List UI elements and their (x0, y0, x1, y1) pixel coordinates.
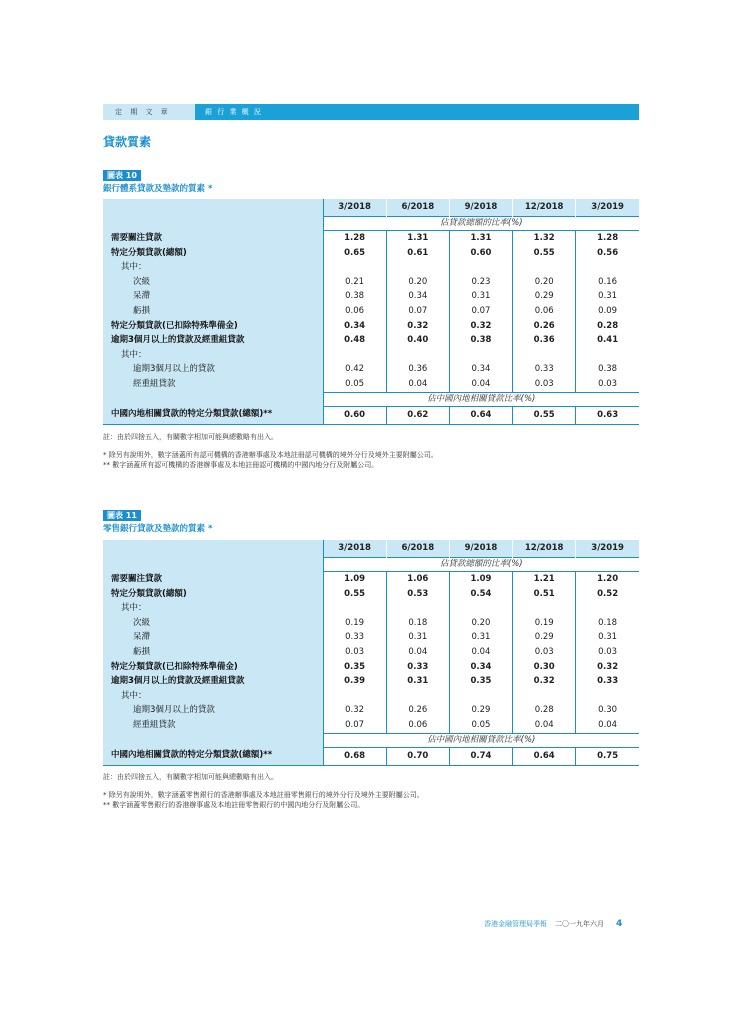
cell-value: 0.31 (449, 630, 512, 645)
unit-row (103, 558, 639, 572)
unit-spacer (103, 558, 323, 572)
cell-value: 0.31 (576, 630, 639, 645)
table-row (103, 362, 639, 377)
cell-value (386, 348, 449, 363)
row-label: 次級 (103, 275, 323, 290)
cell-value: 0.64 (513, 747, 576, 765)
table-row (103, 304, 639, 319)
cell-value: 0.16 (576, 275, 639, 290)
column-header: 6/2018 (386, 199, 449, 217)
table-row (103, 319, 639, 334)
cell-value: 1.09 (449, 572, 512, 587)
cell-value: 0.18 (386, 616, 449, 631)
footer-date: 二〇一九年六月 (555, 920, 604, 928)
cell-value: 0.29 (449, 703, 512, 718)
cell-value (449, 689, 512, 704)
cell-value: 1.28 (323, 231, 386, 246)
table-row (103, 703, 639, 718)
cell-value (576, 601, 639, 616)
cell-value: 0.03 (513, 645, 576, 660)
corner-cell (103, 540, 323, 558)
cell-value: 0.06 (513, 304, 576, 319)
cell-value: 1.20 (576, 572, 639, 587)
cell-value: 0.42 (323, 362, 386, 377)
cell-value: 0.41 (576, 333, 639, 348)
row-label: 次級 (103, 616, 323, 631)
cell-value: 0.63 (576, 406, 639, 424)
cell-value: 0.33 (323, 630, 386, 645)
cell-value: 0.31 (386, 674, 449, 689)
page-number: 4 (616, 919, 623, 929)
cell-value: 0.36 (386, 362, 449, 377)
table11-body (103, 540, 639, 765)
cell-value: 0.55 (513, 246, 576, 261)
cell-value: 0.74 (449, 747, 512, 765)
row-label: 經重組貸款 (103, 377, 323, 392)
cell-value: 0.55 (323, 587, 386, 602)
row-label: 呆滯 (103, 630, 323, 645)
cell-value: 0.32 (386, 319, 449, 334)
cell-value: 0.38 (449, 333, 512, 348)
cell-value: 0.34 (449, 362, 512, 377)
cell-value: 0.04 (513, 718, 576, 733)
cell-value: 0.19 (323, 616, 386, 631)
table-row (103, 260, 639, 275)
cell-value (513, 348, 576, 363)
table-row (103, 289, 639, 304)
column-header: 12/2018 (513, 540, 576, 558)
cell-value: 0.31 (576, 289, 639, 304)
cell-value: 0.21 (323, 275, 386, 290)
section-title: 貸款質素 (103, 135, 152, 149)
cell-value (386, 260, 449, 275)
cell-value (576, 689, 639, 704)
page-footer (484, 919, 622, 929)
unit-spacer (103, 392, 323, 406)
cell-value: 0.23 (449, 275, 512, 290)
cell-value: 0.35 (449, 674, 512, 689)
row-label: 經重組貸款 (103, 718, 323, 733)
cell-value: 0.19 (513, 616, 576, 631)
table-row (103, 406, 639, 424)
cell-value: 0.31 (449, 289, 512, 304)
column-header: 3/2018 (323, 540, 386, 558)
cell-value: 1.31 (449, 231, 512, 246)
cell-value: 0.07 (449, 304, 512, 319)
table-row (103, 275, 639, 290)
cell-value: 0.30 (513, 660, 576, 675)
table-row (103, 630, 639, 645)
cell-value: 0.26 (513, 319, 576, 334)
cell-value: 0.56 (576, 246, 639, 261)
table-row (103, 231, 639, 246)
header-category: 定 期 文 章 (103, 104, 195, 120)
cell-value (386, 689, 449, 704)
cell-value: 0.20 (513, 275, 576, 290)
row-label: 呆滯 (103, 289, 323, 304)
cell-value (449, 348, 512, 363)
row-label: 其中： (103, 601, 323, 616)
cell-value: 0.68 (323, 747, 386, 765)
cell-value: 0.07 (386, 304, 449, 319)
unit-label: 佔貸款總額的比率(%) (323, 217, 639, 231)
cell-value (323, 601, 386, 616)
row-label: 逾期3個月以上的貸款及經重組貸款 (103, 674, 323, 689)
cell-value: 0.64 (449, 406, 512, 424)
cell-value: 0.05 (323, 377, 386, 392)
cell-value: 0.53 (386, 587, 449, 602)
column-header: 9/2018 (449, 540, 512, 558)
cell-value: 0.65 (323, 246, 386, 261)
table-row (103, 660, 639, 675)
table11-title: 零售銀行貸款及墊款的質素 * (103, 524, 213, 534)
cell-value (449, 601, 512, 616)
row-label: 需要關注貸款 (103, 572, 323, 587)
cell-value: 0.29 (513, 630, 576, 645)
cell-value: 0.51 (513, 587, 576, 602)
cell-value (513, 601, 576, 616)
table-row (103, 718, 639, 733)
cell-value: 0.06 (323, 304, 386, 319)
column-header: 3/2019 (576, 199, 639, 217)
row-label: 特定分類貸款(總額) (103, 587, 323, 602)
unit-label-mainland: 佔中國內地相關貸款比率(%) (323, 392, 639, 406)
cell-value: 0.26 (386, 703, 449, 718)
cell-value (323, 689, 386, 704)
cell-value (576, 348, 639, 363)
table-row (103, 333, 639, 348)
cell-value: 0.28 (513, 703, 576, 718)
cell-value: 0.32 (323, 703, 386, 718)
table-row (103, 747, 639, 765)
unit-label: 佔貸款總額的比率(%) (323, 558, 639, 572)
cell-value: 0.30 (576, 703, 639, 718)
table-row (103, 601, 639, 616)
table-row (103, 689, 639, 704)
cell-value: 0.03 (323, 645, 386, 660)
cell-value: 0.33 (576, 674, 639, 689)
unit-label-mainland: 佔中國內地相關貸款比率(%) (323, 733, 639, 747)
cell-value (513, 689, 576, 704)
row-label: 虧損 (103, 645, 323, 660)
cell-value: 0.75 (576, 747, 639, 765)
column-header: 9/2018 (449, 199, 512, 217)
cell-value: 1.32 (513, 231, 576, 246)
row-label: 中國內地相關貸款的特定分類貸款(總額)** (103, 747, 323, 765)
table10-label: 圖表 10 (103, 170, 141, 181)
cell-value: 0.36 (513, 333, 576, 348)
table10-footnote-1: * 除另有說明外，數字涵蓋所有認可機構的香港辦事處及本地註冊認可機構的境外分行及境外主要附屬公司。 (103, 451, 438, 459)
cell-value: 0.04 (386, 377, 449, 392)
cell-value: 0.48 (323, 333, 386, 348)
cell-value: 0.05 (449, 718, 512, 733)
cell-value: 0.34 (449, 660, 512, 675)
header-row (103, 540, 639, 558)
cell-value: 0.31 (386, 630, 449, 645)
table10-title: 銀行體系貸款及墊款的質素 * (103, 184, 213, 194)
row-label: 逾期3個月以上的貸款 (103, 362, 323, 377)
row-label: 其中： (103, 260, 323, 275)
cell-value: 1.21 (513, 572, 576, 587)
cell-value: 0.34 (386, 289, 449, 304)
row-label: 逾期3個月以上的貸款 (103, 703, 323, 718)
table11-notes (103, 772, 424, 810)
cell-value: 1.09 (323, 572, 386, 587)
unit-row-mainland (103, 392, 639, 406)
table-row (103, 674, 639, 689)
cell-value: 0.18 (576, 616, 639, 631)
cell-value (513, 260, 576, 275)
table11-footnote-2: ** 數字涵蓋零售銀行的香港辦事處及本地註冊零售銀行的中國內地分行及附屬公司。 (103, 801, 365, 809)
table11-footnote-1: * 除另有說明外，數字涵蓋零售銀行的香港辦事處及本地註冊零售銀行的境外分行及境外主要附屬公司。 (103, 791, 424, 799)
table11 (103, 540, 639, 766)
cell-value: 0.33 (386, 660, 449, 675)
cell-value: 0.29 (513, 289, 576, 304)
table-row (103, 616, 639, 631)
cell-value: 0.03 (513, 377, 576, 392)
cell-value: 0.04 (449, 645, 512, 660)
section-header-bar (103, 104, 639, 120)
cell-value: 0.62 (386, 406, 449, 424)
column-header: 3/2019 (576, 540, 639, 558)
row-label: 特定分類貸款(已扣除特殊準備金) (103, 319, 323, 334)
cell-value: 0.38 (576, 362, 639, 377)
cell-value: 0.38 (323, 289, 386, 304)
table-row (103, 572, 639, 587)
cell-value: 0.54 (449, 587, 512, 602)
cell-value: 0.03 (576, 645, 639, 660)
cell-value: 0.20 (386, 275, 449, 290)
table10-notes (103, 432, 438, 470)
cell-value: 1.31 (386, 231, 449, 246)
cell-value (323, 348, 386, 363)
cell-value: 0.35 (323, 660, 386, 675)
column-header: 12/2018 (513, 199, 576, 217)
cell-value: 1.06 (386, 572, 449, 587)
cell-value: 0.28 (576, 319, 639, 334)
cell-value (449, 260, 512, 275)
table10-body (103, 199, 639, 424)
table-row (103, 645, 639, 660)
table10 (103, 199, 639, 425)
cell-value: 0.61 (386, 246, 449, 261)
cell-value: 0.07 (323, 718, 386, 733)
cell-value: 0.09 (576, 304, 639, 319)
cell-value: 0.60 (323, 406, 386, 424)
row-label: 虧損 (103, 304, 323, 319)
cell-value: 0.39 (323, 674, 386, 689)
cell-value: 0.60 (449, 246, 512, 261)
table-row (103, 587, 639, 602)
cell-value: 0.32 (449, 319, 512, 334)
cell-value: 0.52 (576, 587, 639, 602)
row-label: 特定分類貸款(總額) (103, 246, 323, 261)
table10-footnote-2: ** 數字涵蓋所有認可機構的香港辦事處及本地註冊認可機構的中國內地分行及附屬公司。 (103, 461, 379, 469)
cell-value: 0.03 (576, 377, 639, 392)
cell-value (323, 260, 386, 275)
table-row (103, 377, 639, 392)
cell-value: 0.20 (449, 616, 512, 631)
column-header: 3/2018 (323, 199, 386, 217)
unit-row-mainland (103, 733, 639, 747)
cell-value: 0.55 (513, 406, 576, 424)
cell-value: 0.33 (513, 362, 576, 377)
cell-value: 1.28 (576, 231, 639, 246)
cell-value: 0.06 (386, 718, 449, 733)
row-label: 需要關注貸款 (103, 231, 323, 246)
cell-value: 0.04 (386, 645, 449, 660)
cell-value (386, 601, 449, 616)
row-label: 中國內地相關貸款的特定分類貸款(總額)** (103, 406, 323, 424)
header-subcategory: 銀 行 業 概 況 (195, 104, 639, 120)
cell-value: 0.32 (576, 660, 639, 675)
unit-row (103, 217, 639, 231)
row-label: 特定分類貸款(已扣除特殊準備金) (103, 660, 323, 675)
corner-cell (103, 199, 323, 217)
footer-publication: 香港金融管理局季報 (484, 920, 547, 928)
table-row (103, 246, 639, 261)
row-label: 其中： (103, 689, 323, 704)
cell-value: 0.04 (576, 718, 639, 733)
table-row (103, 348, 639, 363)
cell-value (576, 260, 639, 275)
cell-value: 0.40 (386, 333, 449, 348)
cell-value: 0.32 (513, 674, 576, 689)
row-label: 逾期3個月以上的貸款及經重組貸款 (103, 333, 323, 348)
unit-spacer (103, 217, 323, 231)
table10-note: 註：由於四捨五入，有關數字相加可能與總數略有出入。 (103, 433, 278, 441)
column-header: 6/2018 (386, 540, 449, 558)
cell-value: 0.70 (386, 747, 449, 765)
cell-value: 0.04 (449, 377, 512, 392)
cell-value: 0.34 (323, 319, 386, 334)
unit-spacer (103, 733, 323, 747)
header-row (103, 199, 639, 217)
table11-label: 圖表 11 (103, 510, 141, 521)
table11-note: 註：由於四捨五入，有關數字相加可能與總數略有出入。 (103, 773, 278, 781)
row-label: 其中： (103, 348, 323, 363)
